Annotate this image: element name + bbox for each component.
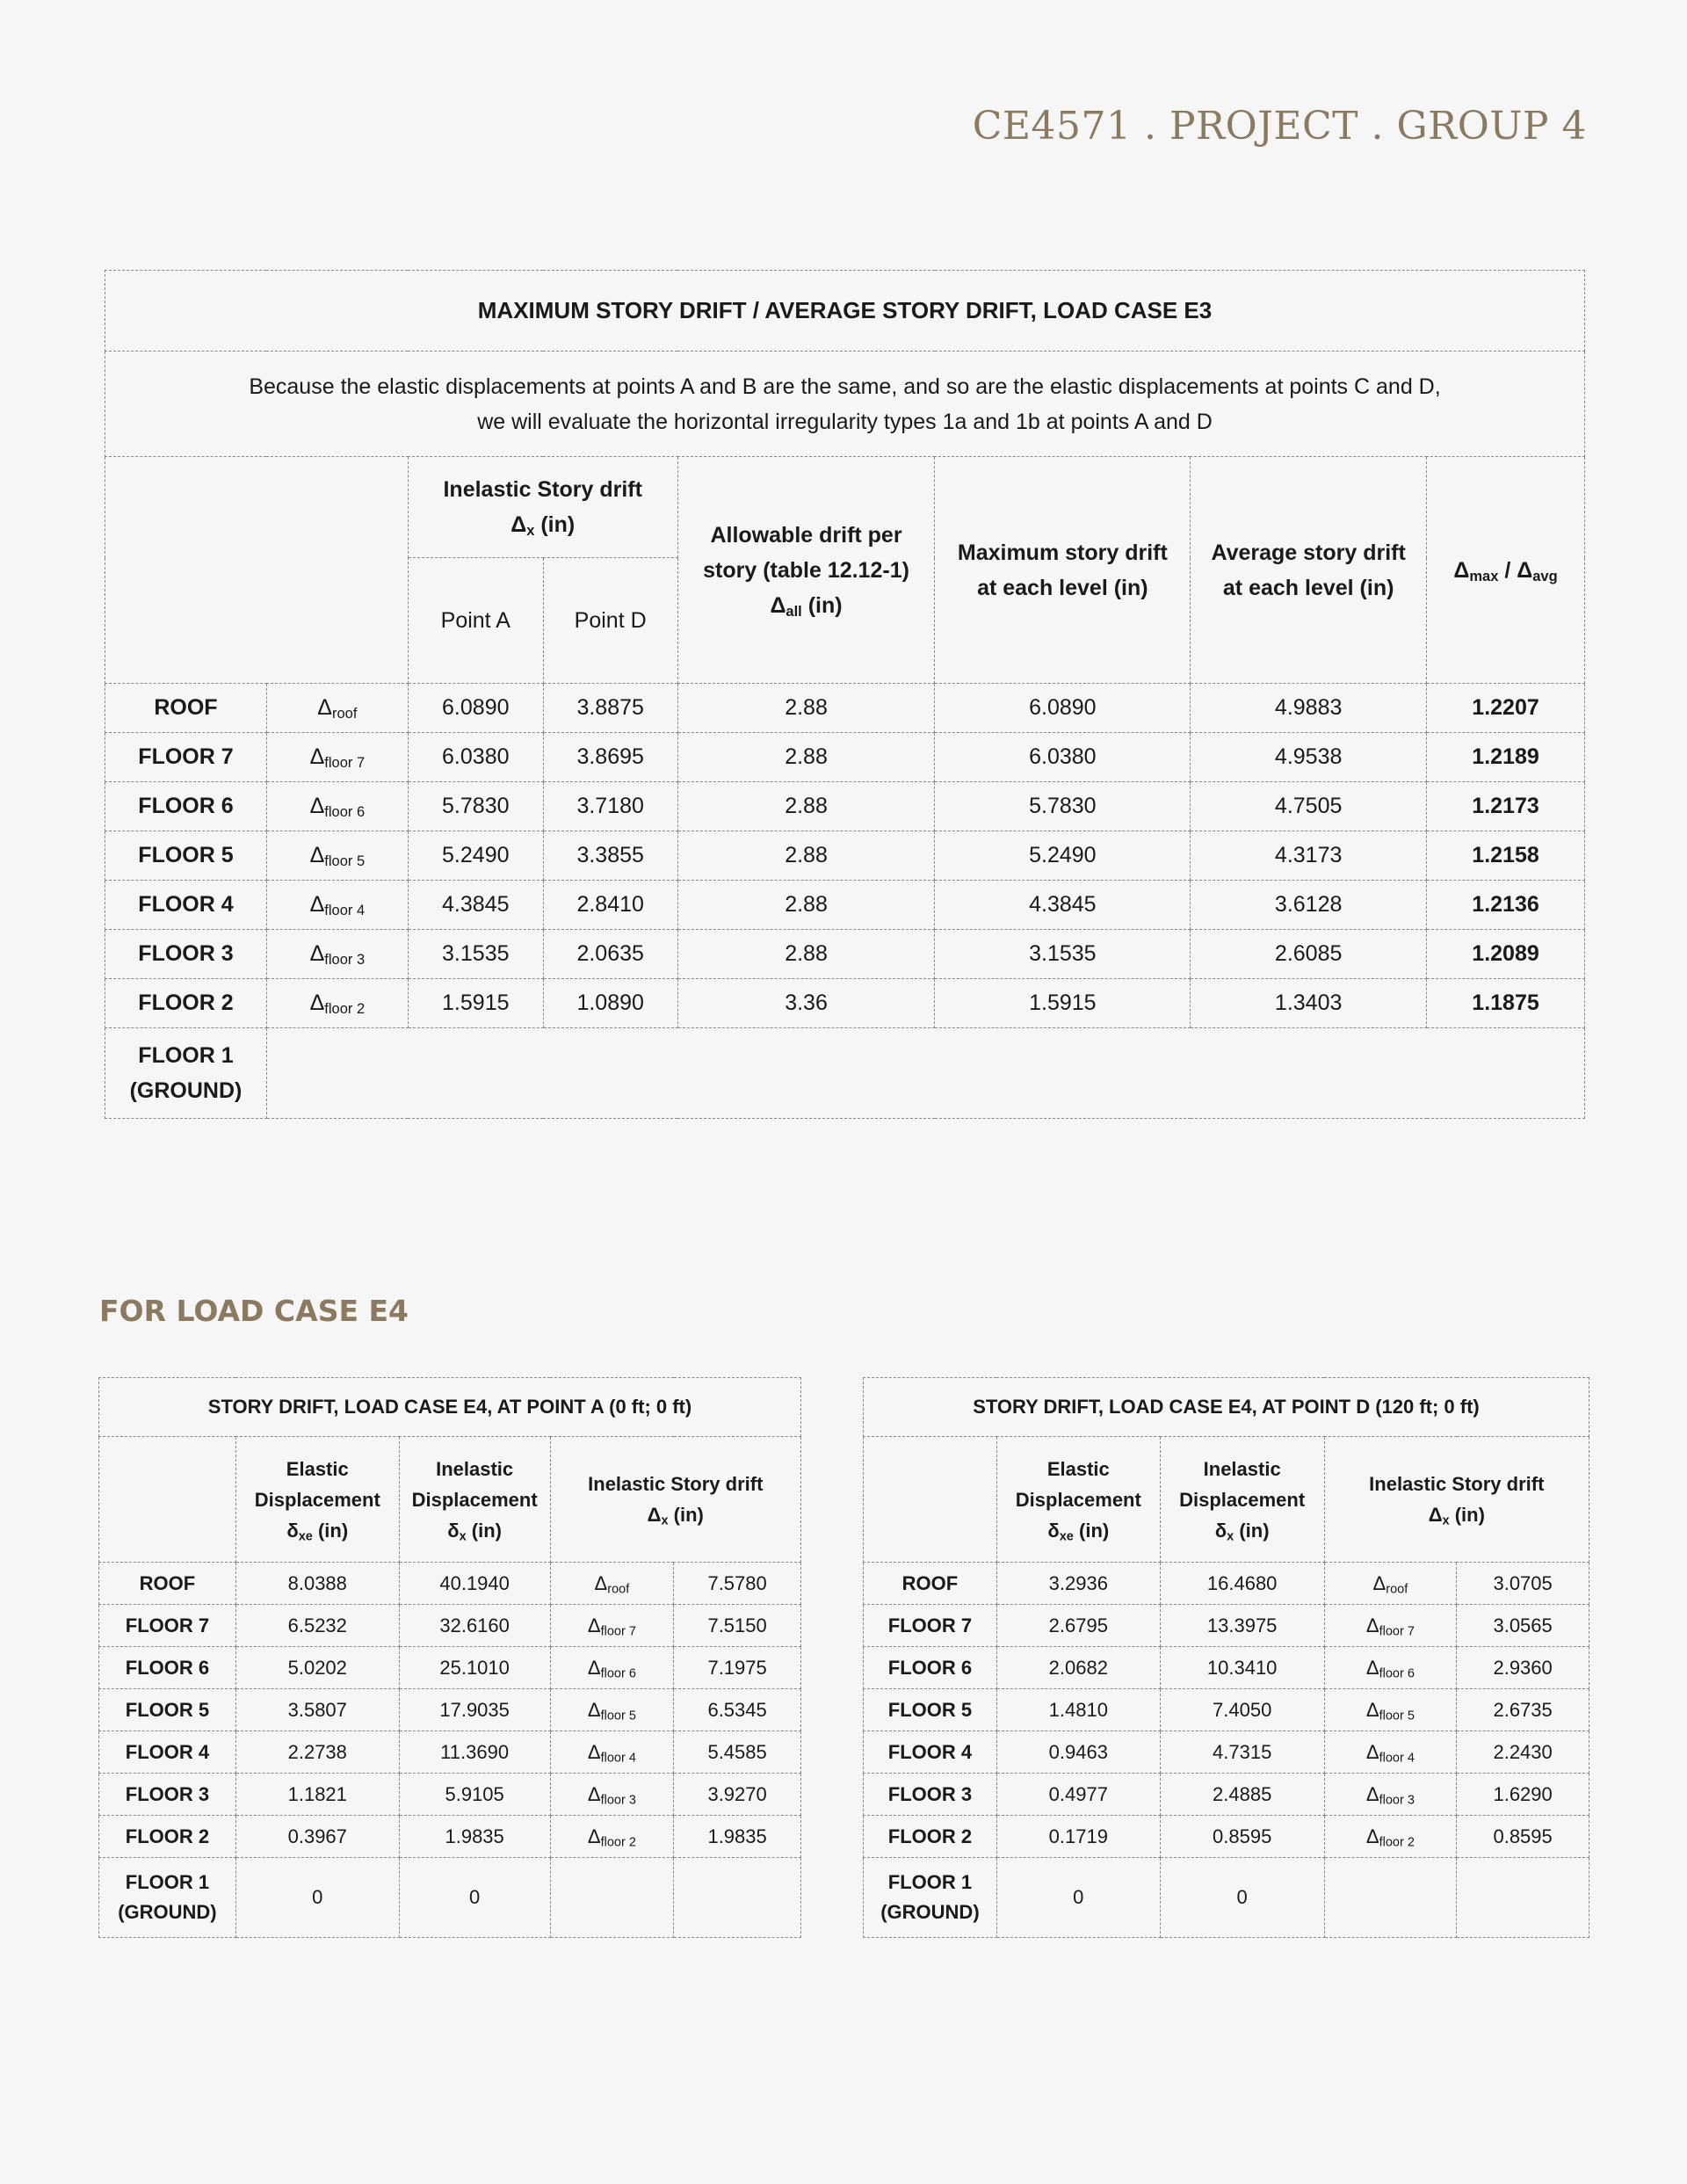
table-row [864,1647,1589,1689]
table-cell: x [1227,1529,1234,1544]
table-cell: 1.2136 [1427,881,1585,930]
table-cell: floor 4 [600,1751,636,1766]
table-row [864,1774,1589,1816]
table-cell: FLOOR 1 [887,1871,973,1893]
table-cell: floor 3 [324,952,366,969]
table-cell: FLOOR 5 [105,831,267,881]
table-cell: 6.0890 [408,684,543,733]
table-cell: 0 [1160,1858,1324,1938]
table-cell: Δ [587,1740,601,1763]
table-cell: 2.6085 [1191,930,1427,979]
table-cell [674,1858,801,1938]
table-cell: 6.0380 [935,733,1191,782]
table-cell: FLOOR 6 [864,1647,997,1689]
table-cell: Δ [309,794,325,818]
table-cell: floor 6 [324,804,366,821]
table-cell: all [786,603,802,620]
table-cell: 1.2089 [1427,930,1585,979]
table-row [105,684,1585,733]
table-cell: FLOOR 6 [105,782,267,831]
table-cell: FLOOR 7 [105,733,267,782]
table-cell: 3.6128 [1191,881,1427,930]
table-cell: Δ [587,1698,601,1721]
e3-header-inelastic-drift [408,457,677,558]
table-cell: 7.5780 [674,1563,801,1605]
table-cell: ROOF [99,1563,236,1605]
e4a-header-drift [550,1437,800,1563]
e4a-header-inelastic [399,1437,550,1563]
table-cell: 16.4680 [1160,1563,1324,1605]
table-cell [1324,1647,1457,1689]
table-cell: 5.2490 [935,831,1191,881]
table-row [99,1731,801,1774]
table-cell: 1.3403 [1191,979,1427,1028]
table-row [864,1563,1589,1605]
table-cell: 1.1821 [235,1774,399,1816]
e3-floor1-label [105,1028,267,1119]
table-cell: (GROUND) [118,1901,217,1923]
table-cell: 0.8595 [1160,1816,1324,1858]
table-cell: 2.2430 [1457,1731,1589,1774]
table-row [99,1816,801,1858]
e4d-table-title: STORY DRIFT, LOAD CASE E4, AT POINT D (120 ft; 0 ft) [864,1378,1589,1437]
e3-header-point-d: Point D [543,558,677,684]
table-cell: δ [1214,1519,1227,1542]
table-cell: FLOOR 4 [99,1731,236,1774]
table-cell: xe [1059,1529,1074,1544]
table-cell: floor 3 [1379,1793,1415,1808]
table-cell: 1.2173 [1427,782,1585,831]
table-cell: floor 7 [324,755,366,772]
table-cell [1324,1774,1457,1816]
table-cell: FLOOR 4 [105,881,267,930]
table-cell: (GROUND) [880,1901,980,1923]
table-cell: 1.0890 [543,979,677,1028]
table-cell: 1.4810 [996,1689,1160,1731]
table-cell: Δ [1428,1504,1443,1526]
table-cell: 3.8875 [543,684,677,733]
table-cell: 2.6795 [996,1605,1160,1647]
table-row [864,1689,1589,1731]
table-cell: x [459,1529,467,1544]
document-header-title: CE4571 . PROJECT . GROUP 4 [972,104,1587,149]
table-cell: (in) [1234,1519,1270,1542]
table-cell: Δ [587,1825,601,1847]
table-cell: (in) [1449,1504,1485,1526]
table-cell: 6.0380 [408,733,543,782]
table-cell: 3.0565 [1457,1605,1589,1647]
table-cell [550,1858,674,1938]
table-cell: avg [1532,568,1558,584]
table-cell: 5.7830 [408,782,543,831]
table-cell: Δ [1365,1698,1379,1721]
table-cell: 4.7315 [1160,1731,1324,1774]
table-cell: 2.88 [677,733,935,782]
table-cell [550,1774,674,1816]
e3-table-title: MAXIMUM STORY DRIFT / AVERAGE STORY DRIFT, LOAD CASE E3 [105,271,1585,352]
table-cell: Δ [1365,1740,1379,1763]
table-cell: FLOOR 7 [99,1605,236,1647]
table-cell: Elastic [1046,1457,1110,1480]
table-cell: / [1498,557,1517,583]
table-cell: FLOOR 6 [99,1647,236,1689]
table-cell: (in) [668,1504,704,1526]
table-cell: 2.88 [677,684,935,733]
table-cell: 3.3855 [543,831,677,881]
table-cell: floor 3 [600,1793,636,1808]
table-cell [266,831,408,881]
table-cell: 32.6160 [399,1605,550,1647]
table-cell: FLOOR 3 [99,1774,236,1816]
table-cell [550,1731,674,1774]
table-cell: 7.1975 [674,1647,801,1689]
table-cell [1324,1689,1457,1731]
e3-table-note [105,352,1585,457]
table-cell: (in) [801,592,843,618]
table-cell: floor 7 [600,1624,636,1639]
table-cell: 3.2936 [996,1563,1160,1605]
table-cell [266,782,408,831]
table-cell: 4.3173 [1191,831,1427,881]
table-cell: (in) [1073,1519,1110,1542]
table-cell: Average story drift [1211,540,1406,565]
table-cell [550,1816,674,1858]
table-row [105,881,1585,930]
table-row [105,782,1585,831]
table-cell: 2.88 [677,881,935,930]
table-cell: x [526,523,535,540]
table-cell: 0 [399,1858,550,1938]
table-cell: 4.9538 [1191,733,1427,782]
table-row [864,1731,1589,1774]
table-cell: 3.8695 [543,733,677,782]
table-cell: 3.5807 [235,1689,399,1731]
table-cell: at each level (in) [1222,575,1394,600]
e3-drift-ratio-table [105,270,1585,1119]
table-cell: floor 5 [600,1709,636,1723]
table-cell: Δ [309,990,325,1015]
table-cell [266,684,408,733]
table-cell: 5.9105 [399,1774,550,1816]
table-cell: 3.9270 [674,1774,801,1816]
table-cell: 0 [235,1858,399,1938]
table-cell: 2.8410 [543,881,677,930]
table-cell [266,930,408,979]
table-cell: FLOOR 2 [105,979,267,1028]
table-cell: Δ [770,592,786,618]
table-cell: x [1442,1513,1450,1528]
table-cell: Displacement [411,1488,538,1511]
table-cell: Δ [587,1782,601,1805]
e3-header-point-a: Point A [408,558,543,684]
table-cell: 1.2207 [1427,684,1585,733]
table-cell: 0.3967 [235,1816,399,1858]
table-cell: 10.3410 [1160,1647,1324,1689]
table-cell: floor 4 [324,903,366,919]
table-cell: roof [607,1582,630,1597]
table-cell: 5.7830 [935,782,1191,831]
table-cell: FLOOR 2 [99,1816,236,1858]
table-cell [550,1563,674,1605]
table-row [99,1858,801,1938]
table-cell: Δ [1365,1782,1379,1805]
table-cell: roof [1386,1582,1408,1597]
table-cell: roof [332,706,358,722]
table-cell: 4.3845 [408,881,543,930]
table-cell: Δ [1517,557,1533,583]
table-cell: 5.4585 [674,1731,801,1774]
e3-header-avg-drift [1191,457,1427,684]
table-cell: FLOOR 3 [864,1774,997,1816]
table-cell: 1.1875 [1427,979,1585,1028]
table-cell: 2.0635 [543,930,677,979]
table-row [105,1028,1585,1119]
table-cell: floor 2 [600,1835,636,1850]
table-cell: 40.1940 [399,1563,550,1605]
table-cell: 6.0890 [935,684,1191,733]
table-cell: FLOOR 7 [864,1605,997,1647]
e4-point-d-table [863,1377,1589,1938]
table-row [105,733,1585,782]
table-cell: floor 6 [600,1666,636,1681]
table-cell: Inelastic [436,1457,514,1480]
e4d-header-inelastic [1160,1437,1324,1563]
table-cell: 5.0202 [235,1647,399,1689]
table-cell: 1.2158 [1427,831,1585,881]
table-cell: ROOF [864,1563,997,1605]
table-cell: FLOOR 2 [864,1816,997,1858]
table-cell: Δ [1365,1825,1379,1847]
table-cell: Δ [1372,1571,1387,1594]
table-cell: Δ [309,744,325,769]
table-cell: Inelastic [1203,1457,1281,1480]
table-cell: floor 7 [1379,1624,1415,1639]
table-cell: 1.9835 [399,1816,550,1858]
table-cell: δ [447,1519,460,1542]
table-cell: 3.1535 [408,930,543,979]
table-cell: Elastic [286,1457,349,1480]
table-cell: 2.4885 [1160,1774,1324,1816]
table-row [99,1605,801,1647]
table-cell: Δ [317,695,332,720]
table-cell: 2.0682 [996,1647,1160,1689]
table-cell: δ [286,1519,299,1542]
table-cell: 3.36 [677,979,935,1028]
section-heading-e4: FOR LOAD CASE E4 [99,1294,409,1328]
table-cell: Δ [587,1614,601,1636]
table-cell: x [661,1513,669,1528]
e4a-header-blank [99,1437,236,1563]
table-cell: Inelastic Story drift [588,1473,764,1495]
e4a-header-elastic [235,1437,399,1563]
table-cell: Displacement [1015,1488,1141,1511]
table-cell: FLOOR 4 [864,1731,997,1774]
table-cell: floor 2 [324,1001,366,1018]
e4-point-a-table [98,1377,801,1938]
table-cell: Δ [594,1571,608,1594]
table-cell: floor 5 [1379,1709,1415,1723]
table-cell: 2.88 [677,930,935,979]
table-cell: 2.88 [677,831,935,881]
table-row [105,831,1585,881]
table-cell: Δ [1365,1656,1379,1679]
table-cell [1324,1816,1457,1858]
table-cell: story (table 12.12-1) [703,557,909,583]
table-cell [266,733,408,782]
table-cell: 7.4050 [1160,1689,1324,1731]
table-cell: 1.6290 [1457,1774,1589,1816]
table-cell: 2.9360 [1457,1647,1589,1689]
table-cell: 3.0705 [1457,1563,1589,1605]
table-cell: Allowable drift per [710,522,902,548]
table-row [99,1563,801,1605]
table-cell: Displacement [1179,1488,1306,1511]
table-cell [1324,1731,1457,1774]
table-cell: FLOOR 1 [125,1871,210,1893]
table-cell: 2.88 [677,782,935,831]
table-cell: 17.9035 [399,1689,550,1731]
table-cell: 8.0388 [235,1563,399,1605]
table-cell: 2.2738 [235,1731,399,1774]
table-cell: 0.1719 [996,1816,1160,1858]
e4d-header-drift [1324,1437,1589,1563]
table-cell: at each level (in) [977,575,1148,600]
table-cell: Inelastic Story drift [1369,1473,1545,1495]
table-cell [266,979,408,1028]
table-cell: 1.5915 [408,979,543,1028]
table-cell: FLOOR 5 [99,1689,236,1731]
table-cell: 1.2189 [1427,733,1585,782]
table-cell: Δ [309,843,325,867]
table-cell: 25.1010 [399,1647,550,1689]
table-cell: FLOOR 3 [105,930,267,979]
table-row [99,1774,801,1816]
table-cell: 4.7505 [1191,782,1427,831]
table-cell: δ [1047,1519,1060,1542]
e4d-header-blank [864,1437,997,1563]
table-cell: 0.9463 [996,1731,1160,1774]
table-cell: Δ [1365,1614,1379,1636]
table-cell: Inelastic Story drift [443,477,642,502]
e3-floor1-blank [266,1028,1584,1119]
table-cell: FLOOR 5 [864,1689,997,1731]
table-cell: (in) [534,512,576,537]
table-cell [550,1689,674,1731]
table-cell: 4.3845 [935,881,1191,930]
table-cell: 0 [996,1858,1160,1938]
table-cell: Maximum story drift [957,540,1168,565]
table-cell: 6.5232 [235,1605,399,1647]
table-row [99,1689,801,1731]
table-cell: Δ [1453,557,1470,583]
table-cell [550,1647,674,1689]
table-cell [1324,1858,1457,1938]
table-cell: 6.5345 [674,1689,801,1731]
e4d-floor1-label [864,1858,997,1938]
table-row [105,930,1585,979]
table-cell: Δ [309,941,325,966]
table-cell: 0.4977 [996,1774,1160,1816]
table-cell: 5.2490 [408,831,543,881]
table-cell: Δ [510,512,527,537]
table-cell [266,881,408,930]
table-cell [1457,1858,1589,1938]
e4a-floor1-label [99,1858,236,1938]
table-cell: (GROUND) [129,1078,243,1103]
table-cell: 13.3975 [1160,1605,1324,1647]
e3-note-line-1: Because the elastic displacements at points A and B are the same, and so are the elastic displacements at points C and D, [249,374,1441,399]
e4a-table-title: STORY DRIFT, LOAD CASE E4, AT POINT A (0 ft; 0 ft) [99,1378,801,1437]
table-cell: floor 6 [1379,1666,1415,1681]
table-cell: FLOOR 1 [138,1043,234,1068]
table-cell: 2.6735 [1457,1689,1589,1731]
table-cell [1324,1605,1457,1647]
table-row [864,1816,1589,1858]
table-cell: 0.8595 [1457,1816,1589,1858]
table-cell: 1.5915 [935,979,1191,1028]
table-cell: 1.9835 [674,1816,801,1858]
table-cell: 3.7180 [543,782,677,831]
table-cell: 11.3690 [399,1731,550,1774]
table-cell: 7.5150 [674,1605,801,1647]
table-cell [1324,1563,1457,1605]
table-cell: ROOF [105,684,267,733]
table-cell [550,1605,674,1647]
e3-note-line-2: we will evaluate the horizontal irregularity types 1a and 1b at points A and D [477,409,1213,434]
table-cell: 3.1535 [935,930,1191,979]
table-row [99,1647,801,1689]
table-cell: floor 5 [324,853,366,870]
table-cell: 4.9883 [1191,684,1427,733]
table-cell: Δ [587,1656,601,1679]
table-cell: floor 4 [1379,1751,1415,1766]
table-cell: Δ [309,892,325,917]
e3-header-allowable-drift [677,457,935,684]
table-cell: xe [298,1529,313,1544]
e3-header-blank [105,457,409,684]
table-cell: max [1469,568,1499,584]
e4d-header-elastic [996,1437,1160,1563]
table-row [105,979,1585,1028]
table-cell: (in) [466,1519,502,1542]
table-cell: floor 2 [1379,1835,1415,1850]
table-row [864,1605,1589,1647]
table-cell: Δ [647,1504,662,1526]
table-cell: (in) [312,1519,349,1542]
table-row [864,1858,1589,1938]
e3-header-ratio [1427,457,1585,684]
e3-header-max-drift [935,457,1191,684]
table-cell: Displacement [254,1488,380,1511]
